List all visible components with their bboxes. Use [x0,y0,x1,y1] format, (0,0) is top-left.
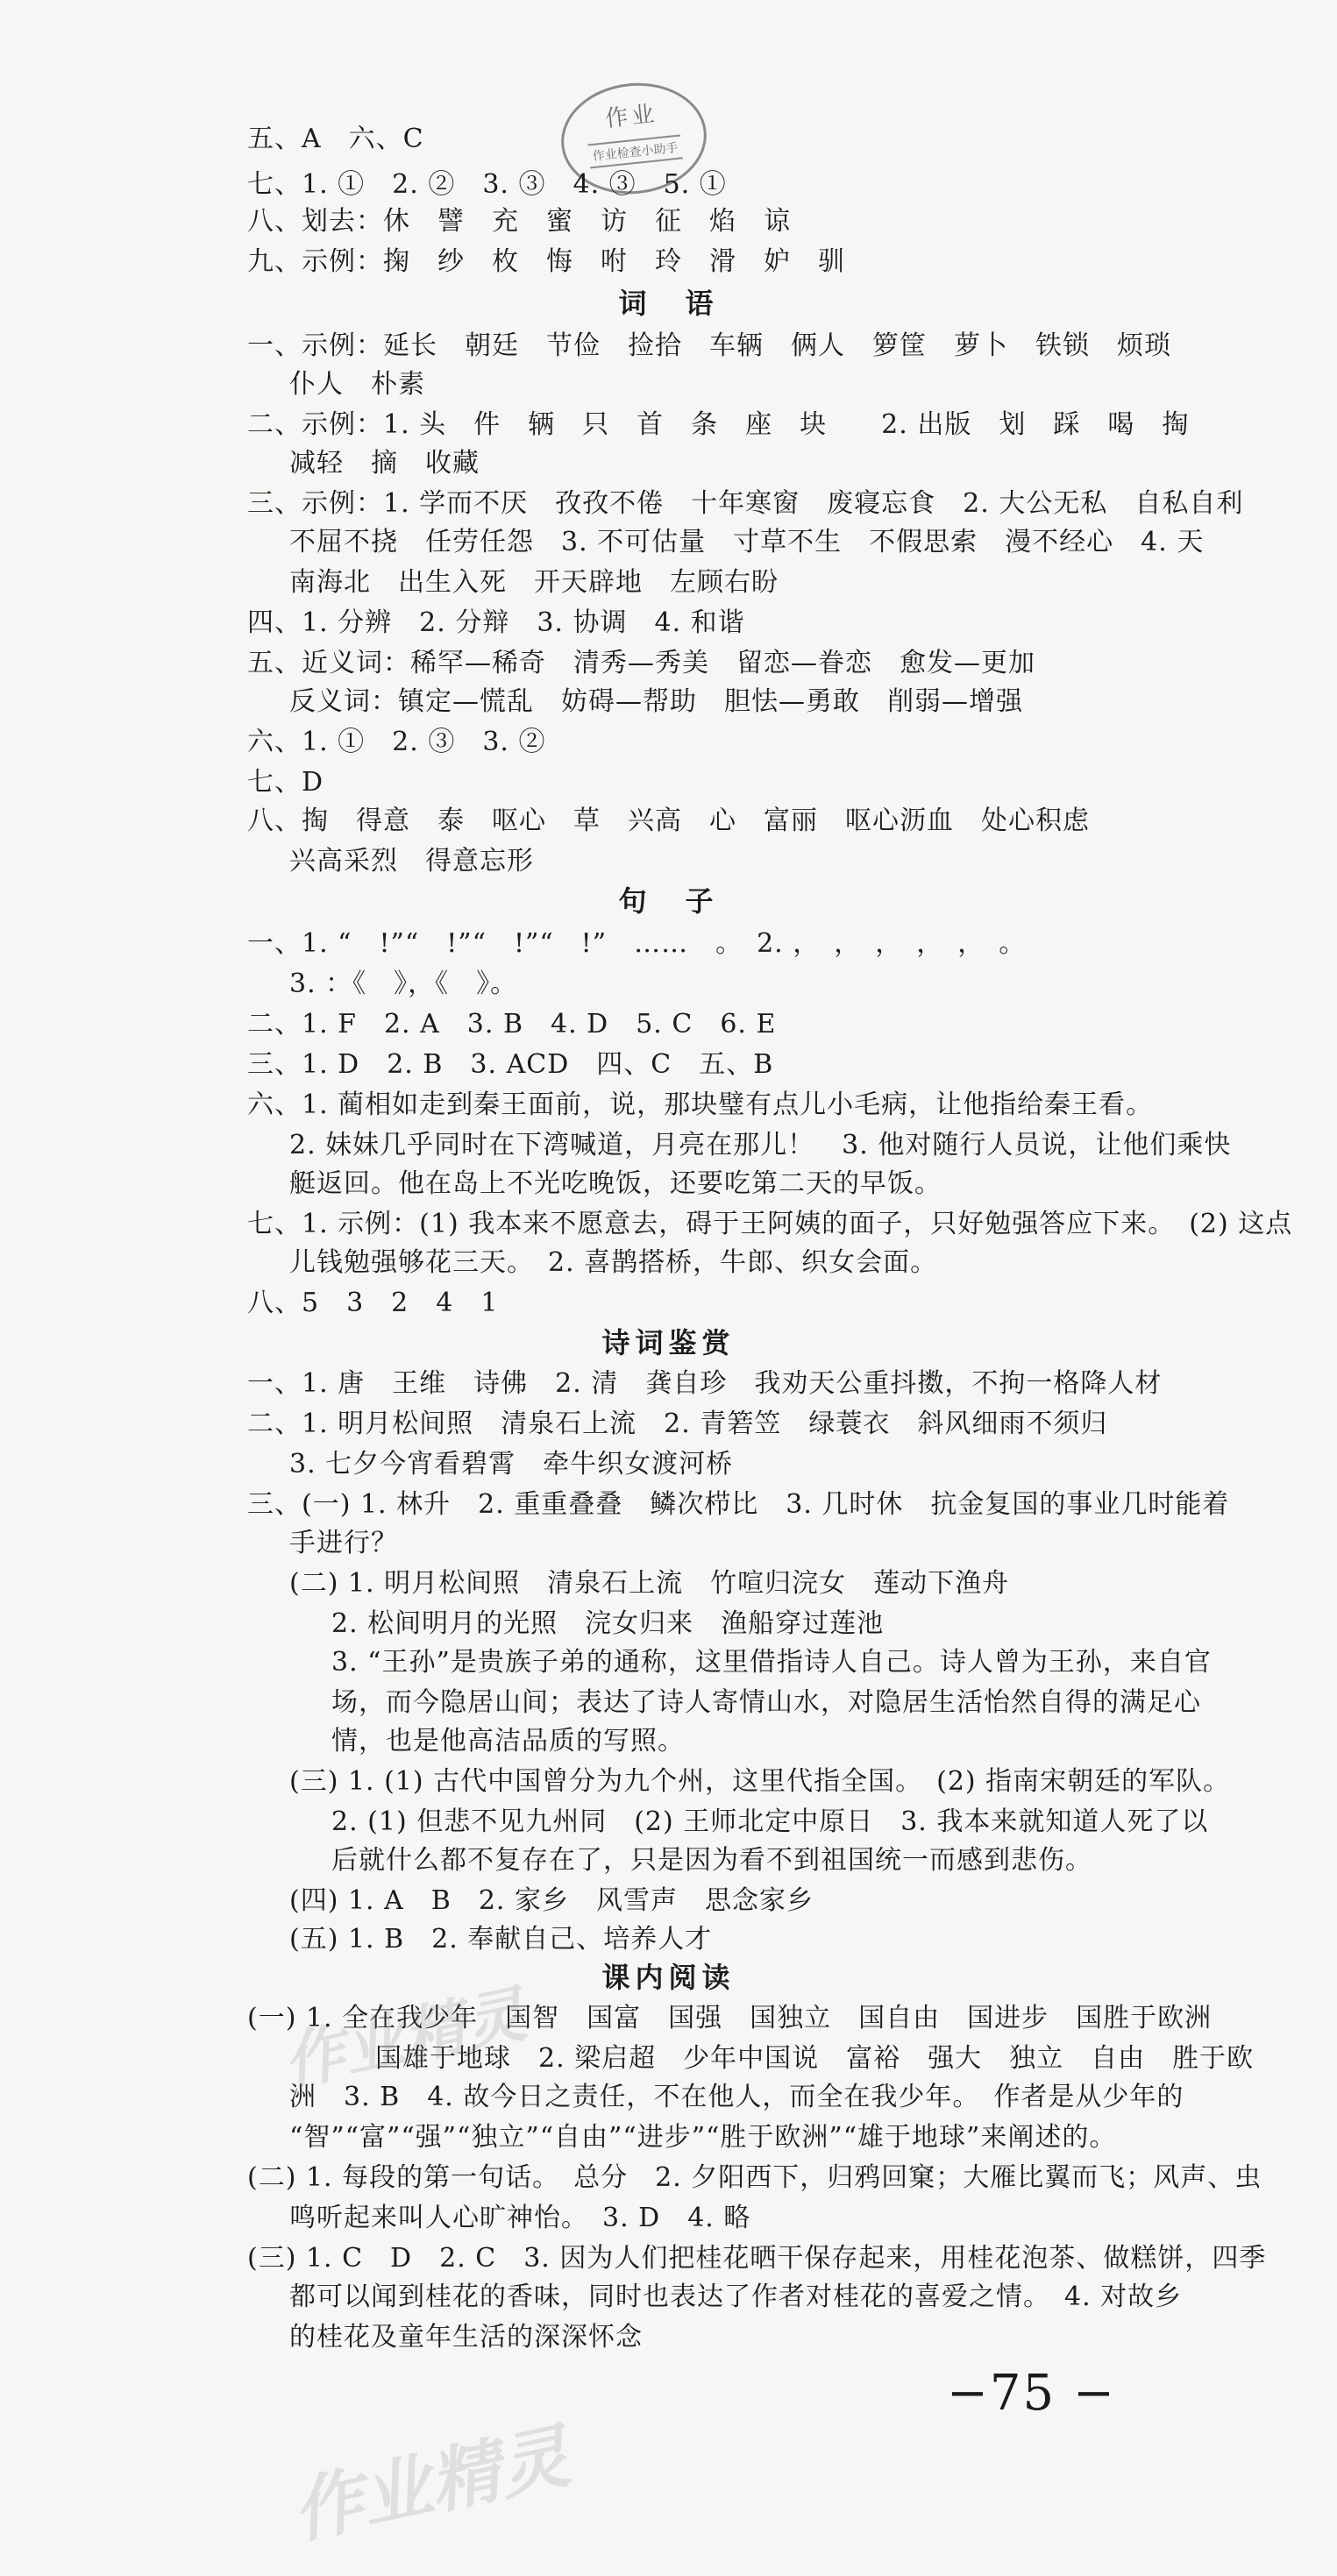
section-heading-shici: 诗词鉴赏 [601,1326,736,1359]
stamp-title: 作业 [603,101,659,133]
watermark-logo: 作业精灵 [285,2415,577,2554]
answer-line: 一、1. “ !”“ !”“ !”“ !” …… 。 2. ， ， ， ， ， 。 [247,928,1027,959]
answer-line: 四、1. 分辨 2. 分辩 3. 协调 4. 和谐 [247,607,745,638]
watermark-logo: 作业精灵 [276,1977,532,2100]
answer-line: 一、示例：延长 朝廷 节俭 捡拾 车辆 俩人 箩筐 萝卜 铁锁 烦琐 [247,330,1171,361]
answer-line: 三、示例：1. 学而不厌 孜孜不倦 十年寒窗 废寝忘食 2. 大公无私 自私自利 [247,488,1244,519]
answer-line: 六、1. ① 2. ③ 3. ② [247,727,546,757]
answer-line: 手进行？ [289,1528,398,1558]
answer-line: (五) 1. B 2. 奉献自己、培养人才 [289,1924,713,1955]
answer-line: 兴高采烈 得意忘形 [289,846,534,876]
answer-line: 2. 妹妹几乎同时在下湾喊道，月亮在那儿！ 3. 他对随行人员说，让他们乘快 [289,1130,1232,1160]
answer-line: 后就什么都不复存在了，只是因为看不到祖国统一而感到悲伤。 [331,1845,1092,1876]
answer-line: 一、1. 唐 王维 诗佛 2. 清 龚自珍 我劝天公重抖擞，不拘一格降人材 [247,1368,1163,1399]
section-heading-juzi: 句 子 [618,884,719,918]
answer-line: 都可以闻到桂花的香味，同时也表达了作者对桂花的喜爱之情。 4. 对故乡 [289,2281,1183,2312]
answer-line: 九、示例：掬 纱 枚 悔 咐 玲 滑 妒 驯 [247,246,845,277]
answer-line: (三) 1. C D 2. C 3. 因为人们把桂花晒干保存起来，用桂花泡茶、做糕饼，四季 [247,2243,1267,2274]
answer-line: (三) 1. (1) 古代中国曾分为九个州，这里代指全国。 (2) 指南宋朝廷的军队。 [289,1766,1231,1797]
section-heading-kenei: 课内阅读 [601,1961,736,1994]
section-heading-ciyu: 词 语 [618,287,719,320]
page-number: −75 − [947,2365,1116,2422]
answer-line: 2. (1) 但悲不见九州同 (2) 王师北定中原日 3. 我本来就知道人死了以 [331,1806,1209,1837]
answer-line: “智”“富”“强”“独立”“自由”“进步”“胜于欧洲”“雄于地球”来阐述的。 [289,2122,1117,2153]
answer-line: 三、(一) 1. 林升 2. 重重叠叠 鳞次栉比 3. 几时休 抗金复国的事业几时能着 [247,1489,1230,1520]
answer-line: 五、A 六、C [247,124,424,154]
answer-line: 不屈不挠 任劳任怨 3. 不可估量 寸草不生 不假思索 漫不经心 4. 天 [289,527,1205,557]
answer-line: 二、示例：1. 头 件 辆 只 首 条 座 块 2. 出版 划 踩 喝 掏 [247,409,1190,440]
answer-line: 七、1. ① 2. ② 3. ③ 4. ③ 5. ① [247,169,727,200]
answer-line: 3. “王孙”是贵族子弟的通称，这里借指诗人自己。诗人曾为王孙，来自官 [331,1647,1212,1678]
answer-line: 仆人 朴素 [289,369,425,400]
answer-line: 反义词：镇定—慌乱 妨碍—帮助 胆怯—勇敢 削弱—增强 [289,686,1023,717]
answer-line: 七、D [247,767,324,798]
answer-line: (二) 1. 每段的第一句话。 总分 2. 夕阳西下，归鸦回窠；大雁比翼而飞；风声、虫 [247,2162,1262,2193]
answer-line: (一) 1. 全在我少年 国智 国富 国强 国独立 国自由 国进步 国胜于欧洲 [247,2003,1213,2033]
answer-line: 五、近义词：稀罕—稀奇 清秀—秀美 留恋—眷恋 愈发—更加 [247,648,1035,678]
answer-line: 儿钱勉强够花三天。 2. 喜鹊搭桥，牛郎、织女会面。 [289,1247,938,1278]
answer-line: 情，也是他高洁品质的写照。 [331,1726,685,1756]
answer-line: 国雄于地球 2. 梁启超 少年中国说 富裕 强大 独立 自由 胜于欧 [375,2043,1255,2074]
answer-line: 减轻 摘 收藏 [289,448,480,479]
answer-line: 的桂花及童年生活的深深怀念 [289,2322,643,2352]
answer-line: 场，而今隐居山间；表达了诗人寄情山水，对隐居生活怡然自得的满足心 [331,1687,1201,1718]
answer-line: 3. ：《 》，《 》。 [289,969,518,999]
answer-line: 艇返回。他在岛上不光吃晚饭，还要吃第二天的早饭。 [289,1168,942,1199]
answer-line: 三、1. D 2. B 3. ACD 四、C 五、B [247,1049,774,1080]
answer-line: 洲 3. B 4. 故今日之责任，不在他人，而全在我少年。 作者是从少年的 [289,2082,1184,2112]
answer-line: 南海北 出生入死 开天辟地 左顾右盼 [289,567,779,598]
stamp-subtitle: 作业检查小助手 [587,134,682,168]
answer-line: (二) 1. 明月松间照 清泉石上流 竹喧归浣女 莲动下渔舟 [289,1568,1010,1599]
answer-line: 六、1. 蔺相如走到秦王面前，说，那块璧有点儿小毛病，让他指给秦王看。 [247,1089,1154,1120]
answer-line: 鸣听起来叫人心旷神怡。 3. D 4. 略 [289,2203,751,2233]
answer-line: 二、1. 明月松间照 清泉石上流 2. 青箬笠 绿蓑衣 斜风细雨不须归 [247,1409,1108,1439]
answer-line: 八、掏 得意 泰 呕心 草 兴高 心 富丽 呕心沥血 处心积虑 [247,805,1090,836]
answer-line: (四) 1. A B 2. 家乡 风雪声 思念家乡 [289,1885,814,1916]
answer-line: 八、5 3 2 4 1 [247,1288,499,1318]
answer-line: 七、1. 示例：(1) 我本来不愿意去，碍于王阿姨的面子，只好勉强答应下来。 (2) 这点 [247,1209,1293,1239]
answer-line: 二、1. F 2. A 3. B 4. D 5. C 6. E [247,1009,777,1040]
answer-line: 2. 松间明月的光照 浣女归来 渔船穿过莲池 [331,1608,885,1639]
answer-line: 八、划去：休 譬 充 蜜 访 征 焰 谅 [247,206,791,237]
answer-line: 3. 七夕今宵看碧霄 牵牛织女渡河桥 [289,1449,734,1480]
